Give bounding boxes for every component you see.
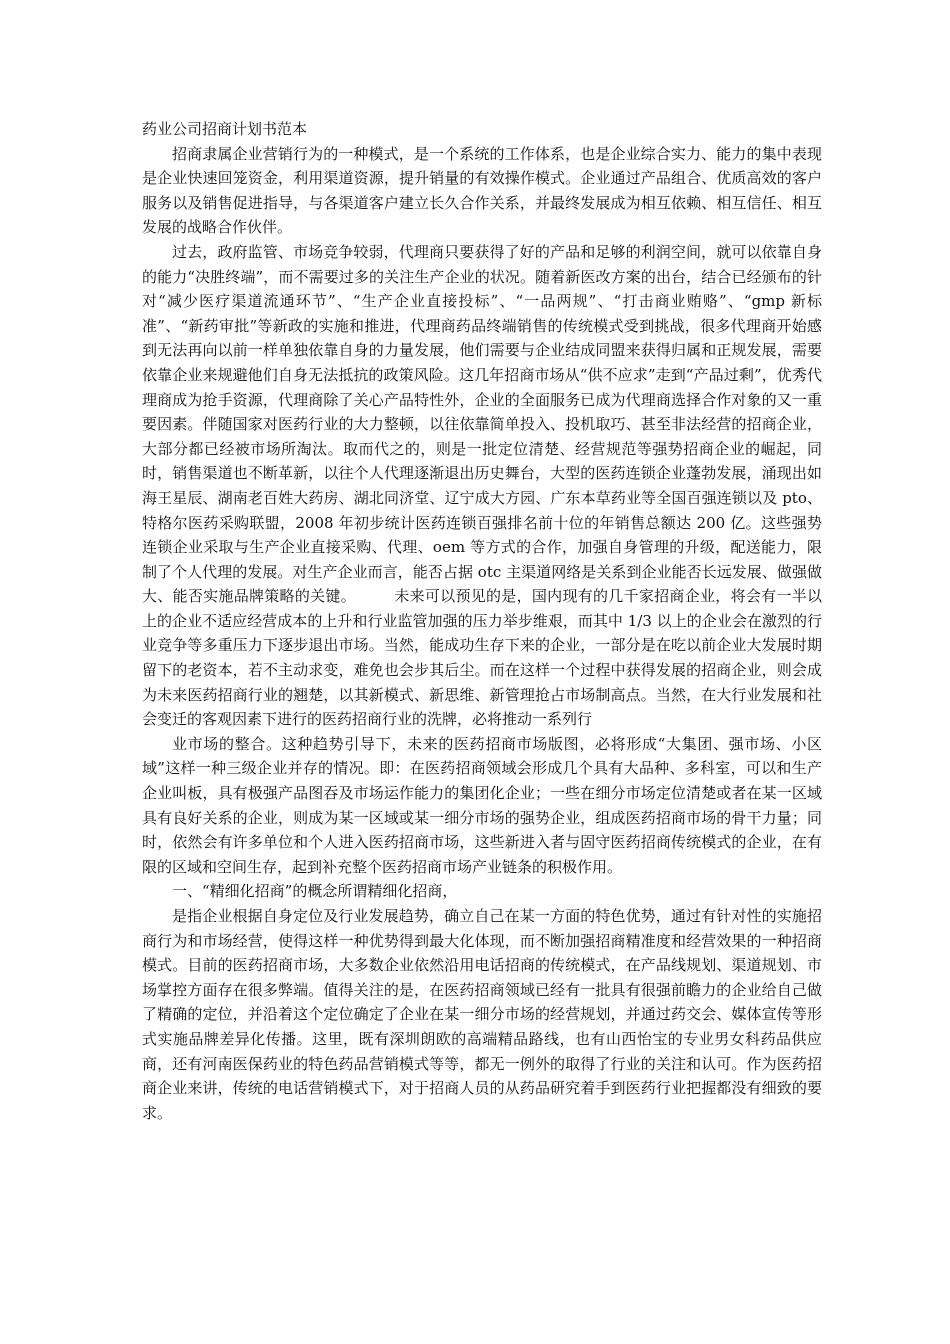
paragraph-market-history: 过去，政府监管、市场竞争较弱，代理商只要获得了好的产品和足够的利润空间，就可以依靠自身的能力“决胜终端”，而不需要过多的关注生产企业的状况。随着新医改方案的出台，结合已经颁布的针对“减少医疗渠道流通环节”、“生产企业直接投标”、“一品两规”、“打击商业贿赂”、“gmp 新标准”、“新药审批”等新政的实施和推进，代理商药品终端销售的传统模式受到挑战，很多代理商开始感到无法再向以前一样单独依靠自身的力量发展，他们需要与企业结成同盟来获得归属和正规发展，需要依靠企业来规避他们自身无法抵抗的政策风险。这几年招商市场从“供不应求”走到“产品过剩”，优秀代理商成为抢手资源，代理商除了关心产品特性外，企业的全面服务已成为代理商选择合作对象的又一重要因素。伴随国家对医药行业的大力整顿，以往依靠简单投入、投机取巧、甚至非法经营的招商企业，大部分都已经被市场所淘汰。取而代之的，则是一批定位清楚、经营规范等强势招商企业的崛起，同时，销售渠道也不断革新，以往个人代理逐渐退出历史舞台，大型的医药连锁企业蓬勃发展，涌现出如海王星辰、湖南老百姓大药房、湖北同济堂、辽宁成大方园、广东本草药业等全国百强连锁以及 pto、特格尔医药采购联盟，2008 年初步统计医药连锁百强排名前十位的年销售总额达 200 亿。这些强势连锁企业采取与生产企业直接采购、代理、oem 等方式的合作，加强自身管理的升级，配送能力，限制了个人代理的发展。对生产企业而言，能否占据 otc 主渠道网络是关系到企业能否长远发展、做强做大、能否实施品牌策略的关键。 未来可以预见的是，国内现有的几千家招商企业，将会有一半以上的企业不适应经营成本的上升和行业监管加强的压力举步维艰，而其中 1/3 以上的企业会在激烈的行业竞争等多重压力下逐步退出市场。当然，能成功生存下来的企业，一部分是在吃以前企业大发展时期留下的老资本，若不主动求变，难免也会步其后尘。而在这样一个过程中获得发展的招商企业，则会成为未来医药招商行业的翘楚，以其新模式、新思维、新管理抢占市场制高点。当然，在大行业发展和社会变迁的客观因素下进行的医药招商行业的洗牌，必将推动一系列行 (142, 242, 822, 729)
paragraph-definition: 是指企业根据自身定位及行业发展趋势，确立自己在某一方面的特色优势，通过有针对性的实施招商行为和市场经营，使得这样一种优势得到最大化体现，而不断加强招商精准度和经营效果的一种招商模式。目前的医药招商市场，大多数企业依然沿用电话招商的传统模式，在产品线规划、渠道规划、市场掌控方面存在很多弊端。值得关注的是，在医药招商领域已经有一批具有很强前瞻力的企业给自己做了精确的定位，并沿着这个定位确定了企业在某一细分市场的经营规划，并通过药交会、媒体宣传等形式实施品牌差异化传播。这里，既有深圳朗欧的高端精品路线，也有山西怡宝的专业男女科药品供应商，还有河南医保药业的特色药品营销模式等等，都无一例外的取得了行业的关注和认可。作为医药招商企业来讲，传统的电话营销模式下，对于招商人员的从药品研究着手到医药行业把握都没有细致的要求。 (142, 907, 822, 1122)
document-page (142, 117, 822, 1125)
paragraph-intro: 招商隶属企业营销行为的一种模式，是一个系统的工作体系，也是企业综合实力、能力的集中表现是企业快速回笼资金，利用渠道资源，提升销量的有效操作模式。企业通过产品组合、优质高效的客户服务以及销售促进指导，与各渠道客户建立长久合作关系，并最终发展成为相互依赖、相互信任、相互发展的战略合作伙伴。 (142, 144, 822, 237)
section-heading-1: 一、“精细化招商”的概念所谓精细化招商， (172, 882, 458, 901)
document-title: 药业公司招商计划书范本 (142, 120, 308, 138)
paragraph-market-integration: 业市场的整合。这种趋势引导下，未来的医药招商市场版图，必将形成“大集团、强市场、小区域”这样一种三级企业并存的情况。即：在医药招商领域会形成几个具有大品种、多科室，可以和生产企业叫板，具有极强产品图吞及市场运作能力的集团化企业；一些在细分市场定位清楚或者在某一区域具有良好关系的企业，则成为某一区域或某一细分市场的强势企业，组成医药招商市场的骨干力量；同时，依然会有许多单位和个人进入医药招商市场，这些新进入者与固守医药招商传统模式的企业，在有限的区域和空间生存，起到补充整个医药招商市场产业链条的积极作用。 (142, 734, 822, 876)
